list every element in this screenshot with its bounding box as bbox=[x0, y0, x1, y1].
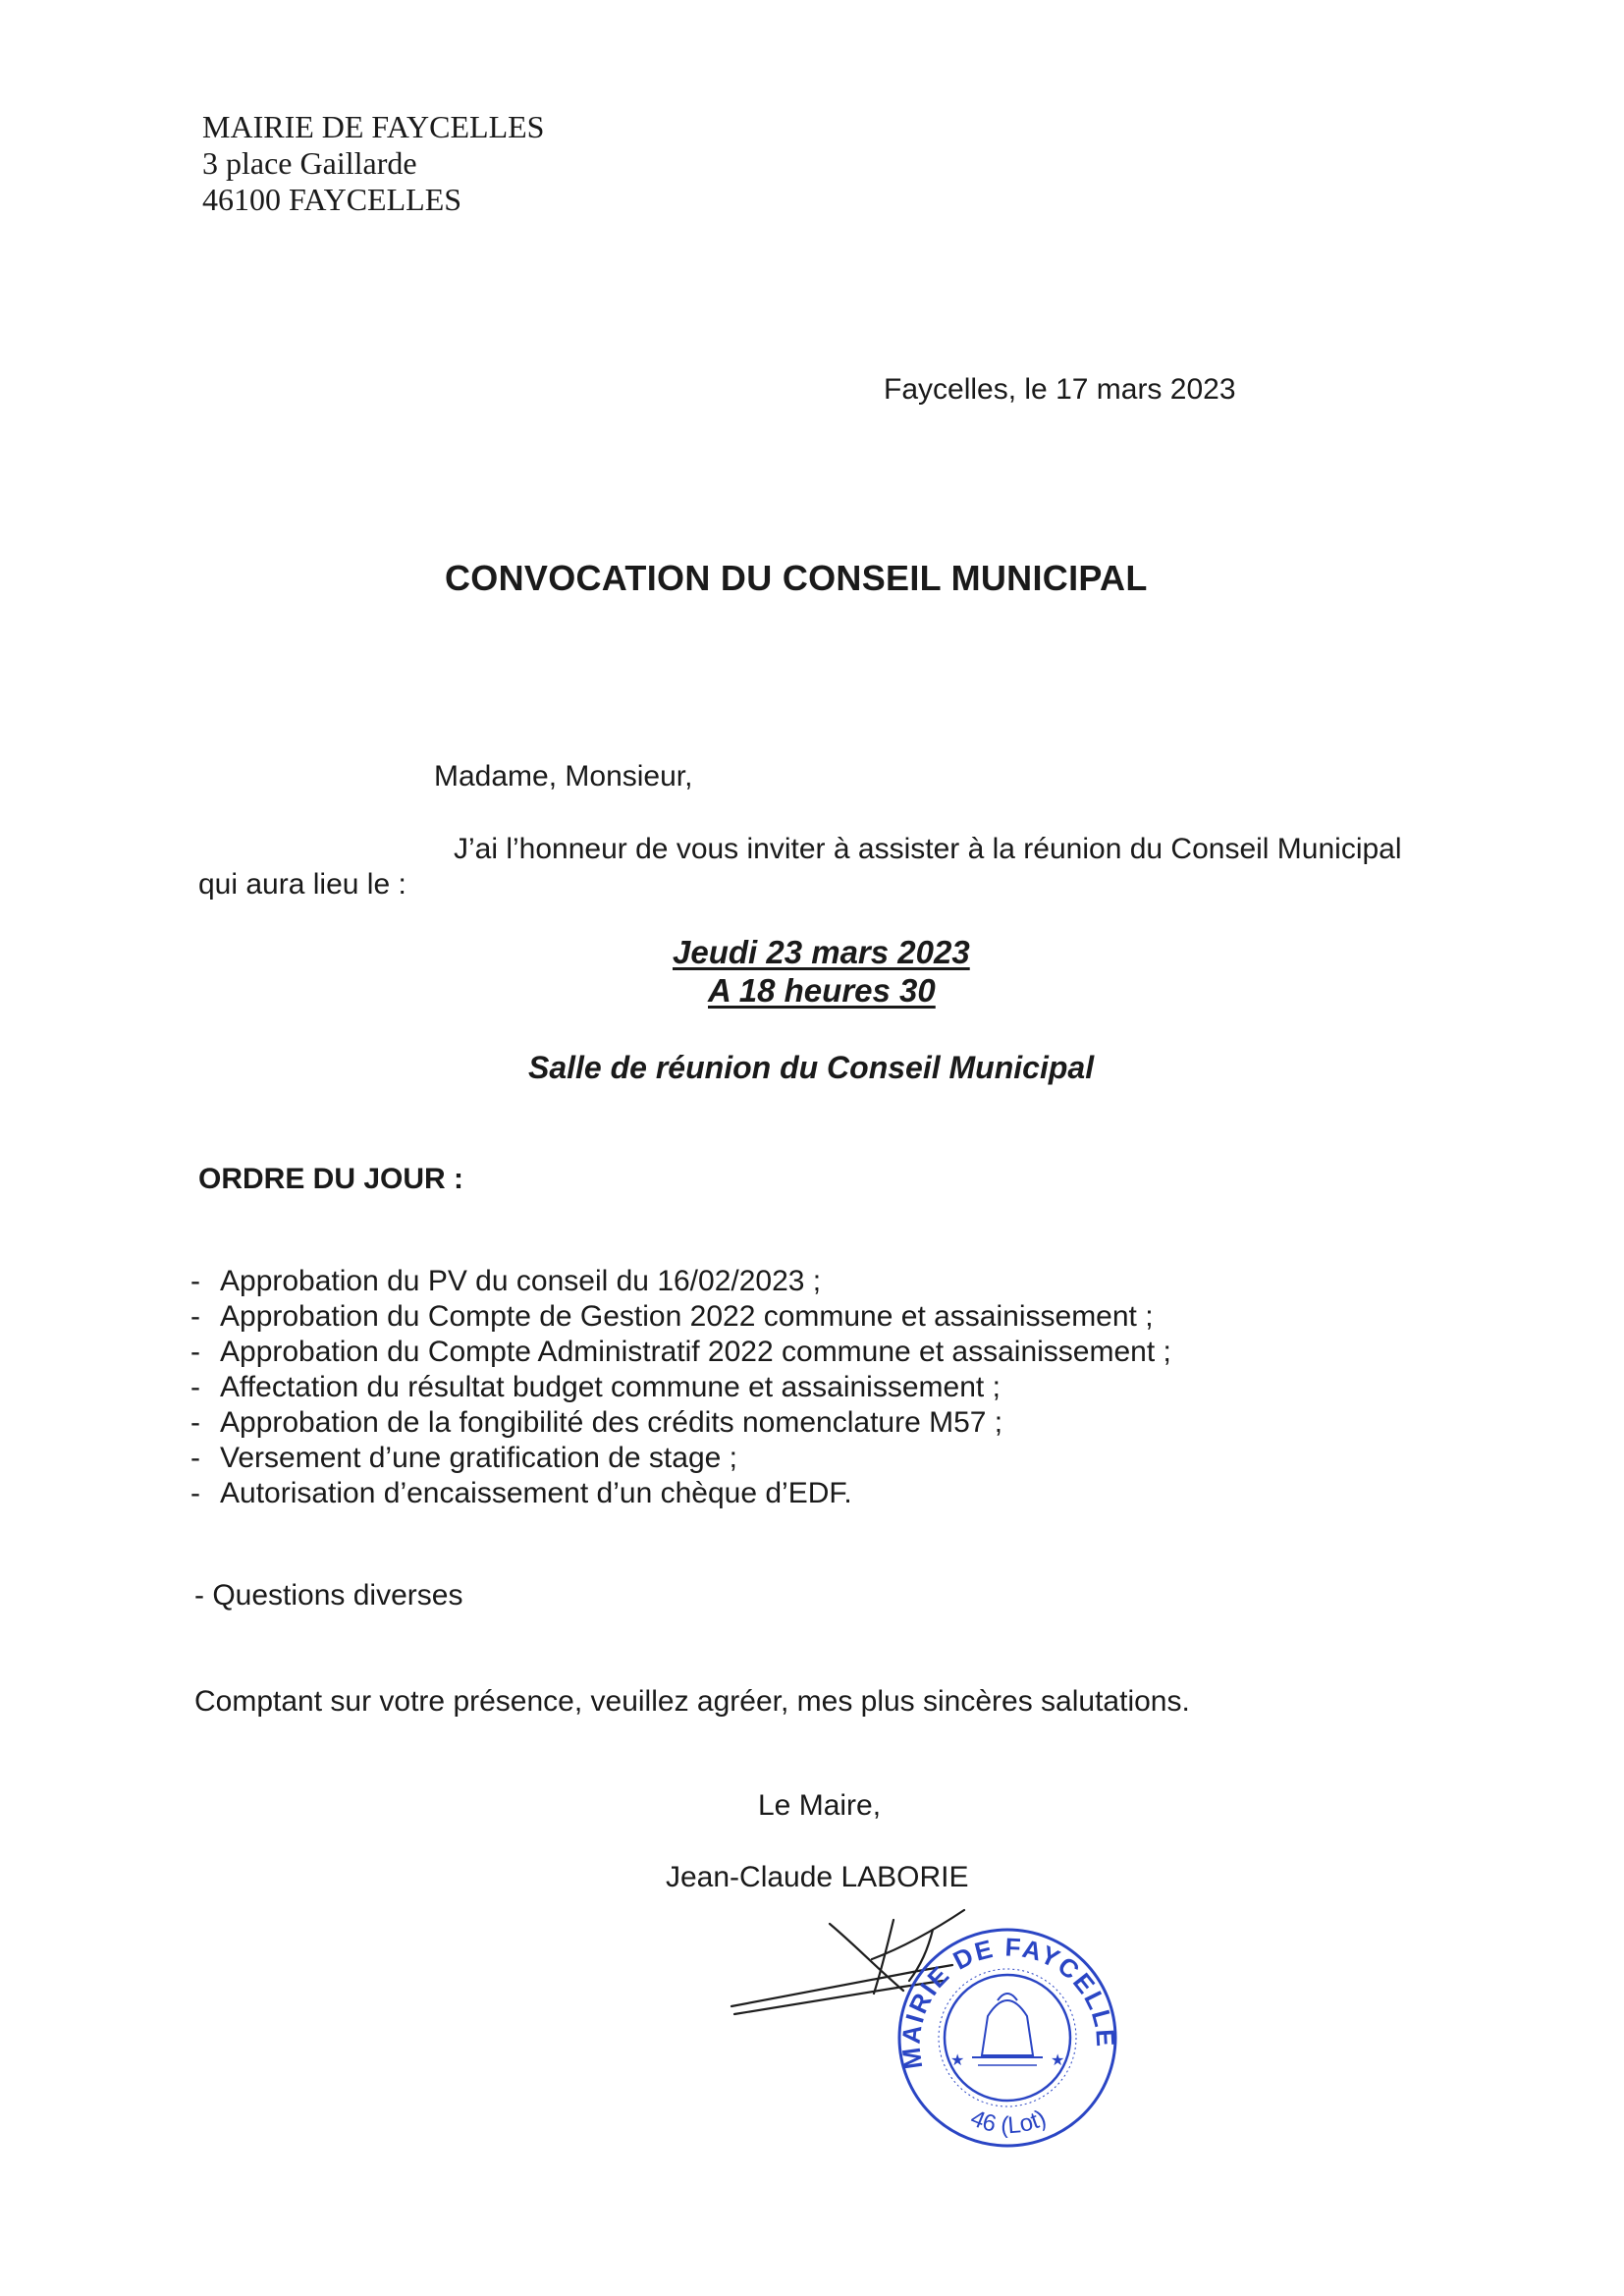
closing-text: Comptant sur votre présence, veuillez agréer, mes plus sincères salutations. bbox=[194, 1685, 1190, 1718]
agenda-bullet: - bbox=[190, 1371, 200, 1403]
agenda-item: - Affectation du résultat budget commune et assainissement ; bbox=[190, 1371, 1001, 1403]
agenda-item: - Autorisation d’encaissement d’un chèque d’EDF. bbox=[190, 1477, 852, 1509]
signatory-title: Le Maire, bbox=[758, 1789, 882, 1822]
agenda-item: - Versement d’une gratification de stage ; bbox=[190, 1442, 737, 1474]
official-stamp-icon bbox=[707, 1900, 1159, 2156]
meeting-date: Jeudi 23 mars 2023 bbox=[673, 934, 970, 970]
agenda-bullet: - bbox=[190, 1477, 200, 1509]
signature-and-stamp bbox=[707, 1900, 1159, 2156]
svg-text:MAIRIE DE FAYCELLES: MAIRIE DE FAYCELLE bbox=[895, 1932, 1121, 2071]
agenda-bullet: - bbox=[190, 1406, 200, 1439]
agenda-bullet: - bbox=[190, 1300, 200, 1333]
agenda-item: - Approbation de la fongibilité des crédits nomenclature M57 ; bbox=[190, 1406, 1003, 1439]
page-title: CONVOCATION DU CONSEIL MUNICIPAL bbox=[445, 558, 1148, 598]
invitation-line-2: qui aura lieu le : bbox=[198, 868, 406, 901]
svg-text:★: ★ bbox=[1051, 2052, 1065, 2069]
agenda-item: - Approbation du PV du conseil du 16/02/2023 ; bbox=[190, 1265, 822, 1297]
agenda-bullet: - bbox=[190, 1442, 200, 1474]
signatory-name: Jean-Claude LABORIE bbox=[666, 1861, 969, 1893]
date-line: Faycelles, le 17 mars 2023 bbox=[884, 373, 1236, 406]
agenda-item: - Approbation du Compte Administratif 2022 commune et assainissement ; bbox=[190, 1336, 1171, 1368]
meeting-time: A 18 heures 30 bbox=[708, 972, 936, 1009]
sender-name: MAIRIE DE FAYCELLES bbox=[202, 109, 545, 144]
agenda-bullet: - bbox=[190, 1265, 200, 1297]
svg-text:46 (Lot): 46 (Lot) bbox=[966, 2105, 1051, 2140]
invitation-line-1: J’ai l’honneur de vous inviter à assister à la réunion du Conseil Municipal bbox=[454, 833, 1402, 865]
svg-text:★: ★ bbox=[950, 2052, 965, 2069]
salutation: Madame, Monsieur, bbox=[434, 760, 693, 793]
other-questions: - Questions diverses bbox=[194, 1579, 463, 1612]
sender-city: 46100 FAYCELLES bbox=[202, 182, 462, 217]
sender-street: 3 place Gaillarde bbox=[202, 145, 417, 181]
agenda-heading: ORDRE DU JOUR : bbox=[198, 1163, 464, 1195]
agenda-item: - Approbation du Compte de Gestion 2022 commune et assainissement ; bbox=[190, 1300, 1154, 1333]
agenda-bullet: - bbox=[190, 1336, 200, 1368]
meeting-location: Salle de réunion du Conseil Municipal bbox=[528, 1050, 1095, 1085]
